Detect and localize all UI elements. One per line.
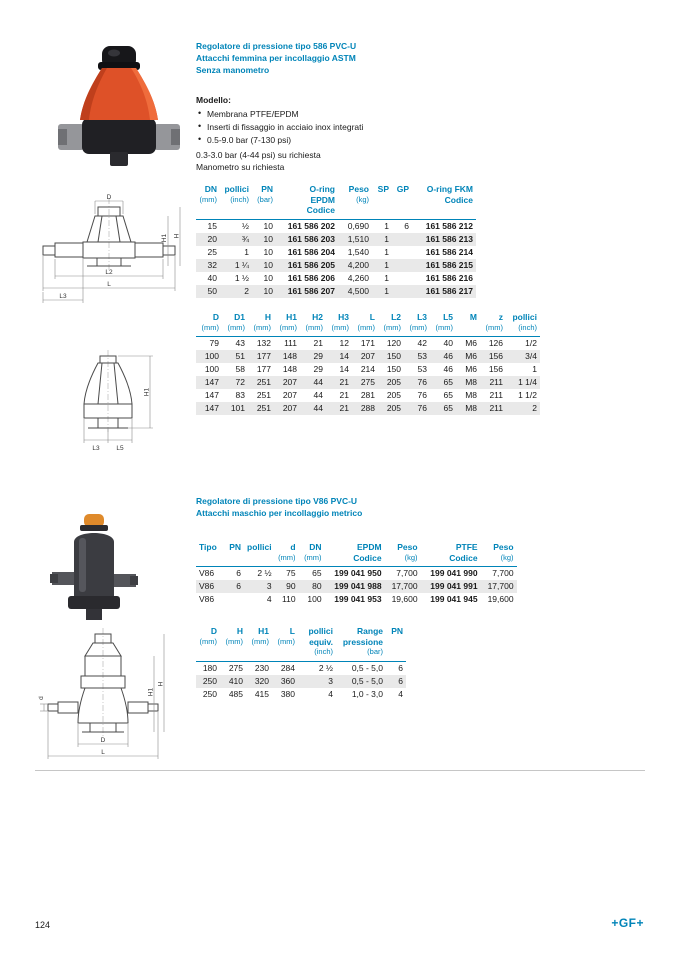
table-cell: 211 [489, 377, 503, 387]
table-cell: M6 [465, 338, 477, 348]
table-cell: ½ [241, 220, 249, 231]
bullet-item: • Inserti di fissaggio in acciaio inox integrati [196, 121, 363, 134]
table-cell: 150 [386, 364, 401, 374]
column-header: PN (bar) [252, 184, 276, 219]
table-cell: V86 [199, 581, 215, 591]
table-cell: 485 [228, 688, 243, 699]
table-cell: 275 [228, 662, 243, 673]
title-line: Regolatore di pressione tipo 586 PVC-U [196, 41, 357, 51]
table-cell: 147 [204, 403, 219, 413]
table-cell: 161 586 206 [287, 272, 335, 283]
table-cell: 161 586 204 [287, 246, 335, 257]
table-cell: 6 [398, 662, 403, 673]
table-cell: 65 [312, 568, 322, 578]
table-cell: 14 [339, 364, 349, 374]
column-header: GP [392, 184, 412, 219]
table-row [196, 219, 476, 233]
table-cell: 1,540 [347, 246, 369, 257]
table-cell: 46 [443, 351, 453, 361]
table-cell: 171 [360, 338, 375, 348]
product-photo-586 [58, 44, 180, 181]
table-cell: M6 [465, 351, 477, 361]
table-cell: 6 [236, 568, 241, 578]
table-cell: 0,5 - 5,0 [351, 662, 383, 673]
table-row [196, 272, 476, 285]
pressure-regulator-586-image [58, 44, 180, 176]
table-row [196, 337, 540, 351]
note-line: 0.3-3.0 bar (4-44 psi) su richiesta [196, 150, 321, 160]
table-cell: 100 [307, 594, 322, 604]
table-cell: 1 1/2 [518, 390, 537, 400]
table-cell: 19,600 [487, 594, 514, 604]
column-header: pollici (inch) [506, 312, 540, 337]
table-cell: 29 [313, 351, 323, 361]
table-cell: 40 [207, 272, 217, 283]
table-cell [392, 246, 412, 259]
table-cell: 7,700 [396, 568, 418, 578]
table-cell [392, 233, 412, 246]
table-cell: 6 [404, 220, 409, 231]
table-cell: 1 ¼ [234, 259, 249, 270]
table-cell: 161 586 203 [287, 233, 335, 244]
feature-list [196, 108, 363, 147]
table-row [196, 661, 406, 675]
column-header: Tipo [196, 542, 224, 567]
table-cell: 6 [398, 675, 403, 686]
table-cell: 211 [489, 390, 503, 400]
table-cell: 4 [398, 688, 403, 699]
table-cell: 156 [488, 364, 503, 374]
table-row [196, 376, 540, 389]
pressure-regulator-v86-image [50, 512, 138, 624]
column-header: EPDM Codice [325, 542, 385, 567]
dim-label-L3: L3 [59, 293, 67, 300]
table-cell: 65 [443, 403, 453, 413]
table-cell: 17,700 [487, 581, 514, 591]
order-table-v86 [196, 542, 517, 606]
table-cell: 207 [282, 403, 297, 413]
column-header: L (mm) [272, 626, 298, 661]
table-cell: 7,700 [492, 568, 514, 578]
table-cell: 281 [360, 390, 375, 400]
table-cell: 156 [488, 351, 503, 361]
title-line: Attacchi maschio per incollaggio metrico [196, 508, 363, 518]
table-cell: 17,700 [391, 581, 418, 591]
table-cell: 25 [207, 246, 217, 257]
dim-label-d: d [38, 696, 45, 700]
table-row [196, 580, 517, 593]
table-cell [224, 593, 244, 606]
table-cell: 214 [360, 364, 375, 374]
column-header: L2 (mm) [378, 312, 404, 337]
table-cell: 1/2 [525, 338, 537, 348]
column-header: DN (mm) [299, 542, 325, 567]
table-cell: 83 [235, 390, 245, 400]
column-header: pollici equiv. (inch) [298, 626, 336, 661]
column-header: D1 (mm) [222, 312, 248, 337]
table-cell: 161 586 202 [287, 220, 335, 231]
table-cell: 53 [417, 351, 427, 361]
table-row [196, 363, 540, 376]
table-cell: 51 [235, 351, 245, 361]
table-cell: 50 [207, 285, 217, 296]
dim-label-L: L [101, 749, 105, 756]
table-cell: 101 [230, 403, 245, 413]
table-row [196, 259, 476, 272]
product-photo-v86 [50, 512, 138, 629]
table-row [196, 567, 517, 581]
table-cell: 15 [207, 220, 217, 231]
technical-drawing-586-front [34, 192, 186, 323]
column-header: SP [372, 184, 392, 219]
table-cell: 3 [266, 581, 272, 591]
table-cell: M8 [465, 403, 477, 413]
table-cell: 230 [254, 662, 269, 673]
table-cell: 20 [207, 233, 217, 244]
table-cell: 1 [384, 285, 389, 296]
table-cell: 320 [254, 675, 269, 686]
table-cell: 410 [228, 675, 243, 686]
table-cell: 415 [254, 688, 269, 699]
column-header: D (mm) [196, 312, 222, 337]
table-cell: V86 [199, 568, 215, 578]
table-cell: 1 ½ [234, 272, 249, 283]
data-table [196, 626, 406, 701]
table-cell: 126 [488, 338, 503, 348]
table-cell: 53 [417, 364, 427, 374]
technical-drawing-v86 [38, 626, 168, 771]
column-header: H1 (mm) [246, 626, 272, 661]
column-header: D (mm) [196, 626, 220, 661]
table-cell: ¾ [241, 233, 249, 244]
column-header: H3 (mm) [326, 312, 352, 337]
table-cell: 161 586 205 [287, 259, 335, 270]
table-cell: 199 041 945 [430, 594, 478, 604]
column-header: O-ring EPDM Codice [276, 184, 338, 219]
bullet-item: • 0.5-9.0 bar (7-130 psi) [196, 134, 363, 147]
page-number: 124 [35, 920, 51, 930]
table-cell: 148 [282, 364, 297, 374]
section-586-title [196, 40, 356, 76]
table-cell: 100 [204, 364, 219, 374]
table-cell: 1 [384, 259, 389, 270]
table-cell: 250 [202, 688, 217, 699]
table-cell: 199 041 991 [430, 581, 478, 591]
dim-label-D: D [100, 737, 106, 744]
table-cell: 250 [202, 675, 217, 686]
table-cell: 44 [313, 403, 323, 413]
table-cell: 4 [266, 594, 272, 604]
dim-label-H: H [173, 233, 181, 239]
table-cell: 207 [282, 390, 297, 400]
table-cell [392, 259, 412, 272]
table-cell: 6 [236, 581, 241, 591]
table-cell: 46 [443, 364, 453, 374]
order-table-586 [196, 184, 476, 298]
data-table [196, 542, 517, 606]
table-cell: 284 [280, 662, 295, 673]
modello-heading: Modello: [196, 95, 231, 105]
table-cell: 10 [263, 233, 273, 244]
title-line: Senza manometro [196, 65, 270, 75]
table-cell: 0,5 - 5,0 [351, 675, 383, 686]
table-cell: 10 [263, 259, 273, 270]
table-cell: 43 [235, 338, 245, 348]
title-line: Attacchi femmina per incollaggio ASTM [196, 53, 356, 63]
column-header: L5 (mm) [430, 312, 456, 337]
column-header: M [456, 312, 480, 337]
table-cell: 199 041 988 [334, 581, 382, 591]
table-cell: 1,0 - 3,0 [351, 688, 383, 699]
table-cell: 10 [263, 246, 273, 257]
table-cell: 251 [256, 377, 271, 387]
table-row [196, 402, 540, 415]
column-header: H1 (mm) [274, 312, 300, 337]
table-cell: 76 [417, 390, 427, 400]
table-cell: 380 [280, 688, 295, 699]
dim-label-L3: L3 [92, 445, 100, 452]
table-cell: M8 [465, 390, 477, 400]
table-cell: 161 586 217 [425, 285, 473, 296]
table-cell: 2 ½ [318, 662, 333, 673]
table-cell: M8 [465, 377, 477, 387]
column-header: z (mm) [480, 312, 506, 337]
table-cell: 161 586 216 [425, 272, 473, 283]
table-cell: 360 [280, 675, 295, 686]
table-cell: 1 [532, 364, 537, 374]
dim-label-H1: H1 [143, 387, 151, 397]
table-row [196, 246, 476, 259]
column-header: PN [386, 626, 406, 661]
table-cell: 10 [263, 220, 273, 231]
table-cell: 58 [235, 364, 245, 374]
table-cell: 147 [204, 377, 219, 387]
table-cell: 10 [263, 285, 273, 296]
data-table [196, 184, 476, 298]
column-header: Range pressione (bar) [336, 626, 386, 661]
table-cell: 132 [256, 338, 271, 348]
table-cell: 180 [202, 662, 217, 673]
column-header: PN [224, 542, 244, 567]
column-header: PTFE Codice [421, 542, 481, 567]
note-line: Manometro su richiesta [196, 162, 285, 172]
dim-label-L5: L5 [116, 445, 124, 452]
table-cell: 177 [256, 351, 271, 361]
table-cell: 275 [360, 377, 375, 387]
column-header: Peso (kg) [385, 542, 421, 567]
column-header: H2 (mm) [300, 312, 326, 337]
column-header: Peso (kg) [338, 184, 372, 219]
table-cell: 10 [263, 272, 273, 283]
table-row [196, 688, 406, 701]
column-header: L3 (mm) [404, 312, 430, 337]
table-cell: 207 [282, 377, 297, 387]
table-cell: 1,510 [347, 233, 369, 244]
column-header: H (mm) [220, 626, 246, 661]
table-cell: 205 [386, 377, 401, 387]
table-cell: 2 [244, 285, 249, 296]
table-cell: 3/4 [525, 351, 537, 361]
table-cell: 150 [386, 351, 401, 361]
table-cell: 205 [386, 390, 401, 400]
table-cell: 4,500 [347, 285, 369, 296]
table-cell: 4,200 [347, 259, 369, 270]
title-line: Regolatore di pressione tipo V86 PVC-U [196, 496, 358, 506]
column-header: O-ring FKM Codice [412, 184, 476, 219]
column-header: DN (mm) [196, 184, 220, 219]
table-cell [392, 285, 412, 298]
table-cell: 148 [282, 351, 297, 361]
table-cell: 2 [532, 403, 537, 413]
column-header: pollici [244, 542, 275, 567]
dimension-table-v86 [196, 626, 406, 701]
bullet-item: • Membrana PTFE/EPDM [196, 108, 363, 121]
technical-drawing-586-side [48, 348, 168, 471]
dim-label-H1: H1 [147, 687, 155, 697]
column-header: pollici (inch) [220, 184, 252, 219]
table-cell: 40 [443, 338, 453, 348]
table-cell: 2 ½ [257, 568, 272, 578]
table-cell [392, 272, 412, 285]
table-cell: 19,600 [391, 594, 418, 604]
section-v86-title [196, 495, 362, 519]
table-cell: 161 586 212 [425, 220, 473, 231]
dim-label-H1: H1 [161, 233, 168, 243]
table-cell: 80 [312, 581, 322, 591]
table-cell: 4 [328, 688, 333, 699]
table-cell: 21 [313, 338, 323, 348]
table-cell: 161 586 213 [425, 233, 473, 244]
table-cell: 211 [489, 403, 503, 413]
table-cell: 29 [313, 364, 323, 374]
table-cell: 1 [384, 233, 389, 244]
table-cell: 44 [313, 377, 323, 387]
table-cell: 161 586 207 [287, 285, 335, 296]
table-cell: 100 [204, 351, 219, 361]
table-cell: 205 [386, 403, 401, 413]
column-header: L (mm) [352, 312, 378, 337]
data-table [196, 312, 540, 415]
table-cell: 1 [384, 246, 389, 257]
table-row [196, 389, 540, 402]
table-cell: 32 [207, 259, 217, 270]
table-cell: 75 [286, 568, 296, 578]
table-row [196, 233, 476, 246]
table-cell: 111 [284, 338, 297, 348]
table-cell: 251 [256, 403, 271, 413]
notes-block [196, 149, 321, 173]
table-cell: 199 041 950 [334, 568, 382, 578]
column-header: H (mm) [248, 312, 274, 337]
table-cell: M6 [465, 364, 477, 374]
table-cell: 90 [286, 581, 296, 591]
dim-label-L2: L2 [105, 269, 113, 276]
table-cell: 65 [443, 377, 453, 387]
dimension-table-586 [196, 312, 540, 415]
column-header: Peso (kg) [481, 542, 517, 567]
gf-logo: +GF+ [611, 916, 644, 930]
table-cell: 12 [339, 338, 349, 348]
table-cell: 110 [282, 594, 296, 604]
table-cell: 1 [384, 220, 389, 231]
table-cell: 288 [360, 403, 375, 413]
table-cell: 161 586 215 [425, 259, 473, 270]
table-cell: 44 [313, 390, 323, 400]
table-cell: 72 [235, 377, 245, 387]
table-cell: 120 [386, 338, 401, 348]
table-cell: 76 [417, 403, 427, 413]
column-header: d (mm) [275, 542, 299, 567]
table-cell: 79 [209, 338, 219, 348]
table-cell: 21 [339, 403, 349, 413]
table-cell: 21 [339, 377, 349, 387]
table-cell: 14 [339, 351, 349, 361]
dim-label-H: H [157, 681, 165, 687]
table-cell: 76 [417, 377, 427, 387]
dim-label-L: L [107, 281, 111, 288]
table-row [196, 350, 540, 363]
dim-label-D: D [106, 194, 112, 201]
table-row [196, 593, 517, 606]
table-cell: 0,690 [347, 220, 369, 231]
table-cell: 199 041 953 [334, 594, 382, 604]
section-divider [35, 770, 645, 771]
table-cell: 199 041 990 [430, 568, 478, 578]
table-cell: 147 [204, 390, 219, 400]
table-cell: 161 586 214 [425, 246, 473, 257]
table-cell: 251 [256, 390, 271, 400]
table-cell: 21 [339, 390, 349, 400]
table-cell: 65 [443, 390, 453, 400]
table-row [196, 285, 476, 298]
table-cell: 207 [360, 351, 375, 361]
table-cell: 42 [417, 338, 427, 348]
table-cell: 1 [244, 246, 249, 257]
table-cell: 1 [384, 272, 389, 283]
table-cell: 1 1/4 [518, 377, 537, 387]
table-cell: 177 [256, 364, 271, 374]
table-row [196, 675, 406, 688]
table-cell: 4,260 [347, 272, 369, 283]
table-cell: 3 [328, 675, 333, 686]
table-cell: V86 [199, 594, 215, 604]
